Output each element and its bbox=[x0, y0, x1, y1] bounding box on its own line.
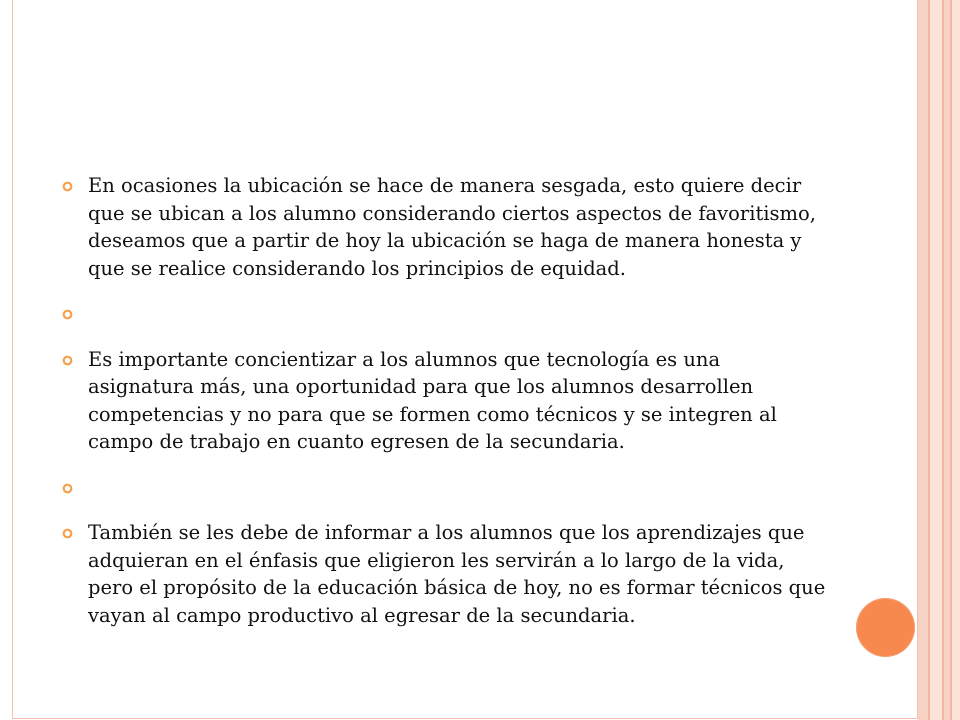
open-circle-bullet-icon bbox=[62, 309, 73, 320]
open-circle-bullet-icon bbox=[62, 483, 73, 494]
side-stripe bbox=[930, 0, 942, 720]
open-circle-bullet-icon bbox=[62, 355, 73, 366]
bullet-text: También se les debe de informar a los alumnos que los aprendizajes que adquieran en el énfasis que eligieron les servirán a lo largo de la vida, pero el propósito de la educación básica de hoy, no es formar técnicos que vayan al campo productivo al egresar de la secundaria. bbox=[88, 521, 826, 627]
side-stripe bbox=[952, 0, 960, 720]
bullet-spacer bbox=[62, 282, 832, 300]
bullet-item-empty bbox=[62, 300, 832, 328]
bullet-item bbox=[62, 346, 832, 456]
bullet-item-empty bbox=[62, 474, 832, 502]
bullet-spacer bbox=[62, 456, 832, 474]
bullet-spacer bbox=[62, 501, 832, 519]
bullet-spacer bbox=[62, 328, 832, 346]
bullet-text: Es importante concientizar a los alumnos que tecnología es una asignatura más, una oportunidad para que los alumnos desarrollen competencias y no para que se formen como técnicos y se integren al campo de trabajo en cuanto egresen de la secundaria. bbox=[88, 347, 777, 453]
accent-circle-decoration bbox=[856, 598, 915, 657]
bullet-text: En ocasiones la ubicación se hace de manera sesgada, esto quiere decir que se ubican a los alumno considerando ciertos aspectos de favoritismo, deseamos que a partir de hoy la ubicación se haga de manera honesta y que se realice considerando los principios de equidad. bbox=[88, 174, 816, 280]
bullet-item bbox=[62, 519, 832, 629]
open-circle-bullet-icon bbox=[62, 181, 73, 192]
bullet-item bbox=[62, 172, 832, 282]
bullet-list bbox=[62, 172, 832, 629]
side-stripe bbox=[918, 0, 928, 720]
open-circle-bullet-icon bbox=[62, 528, 73, 539]
